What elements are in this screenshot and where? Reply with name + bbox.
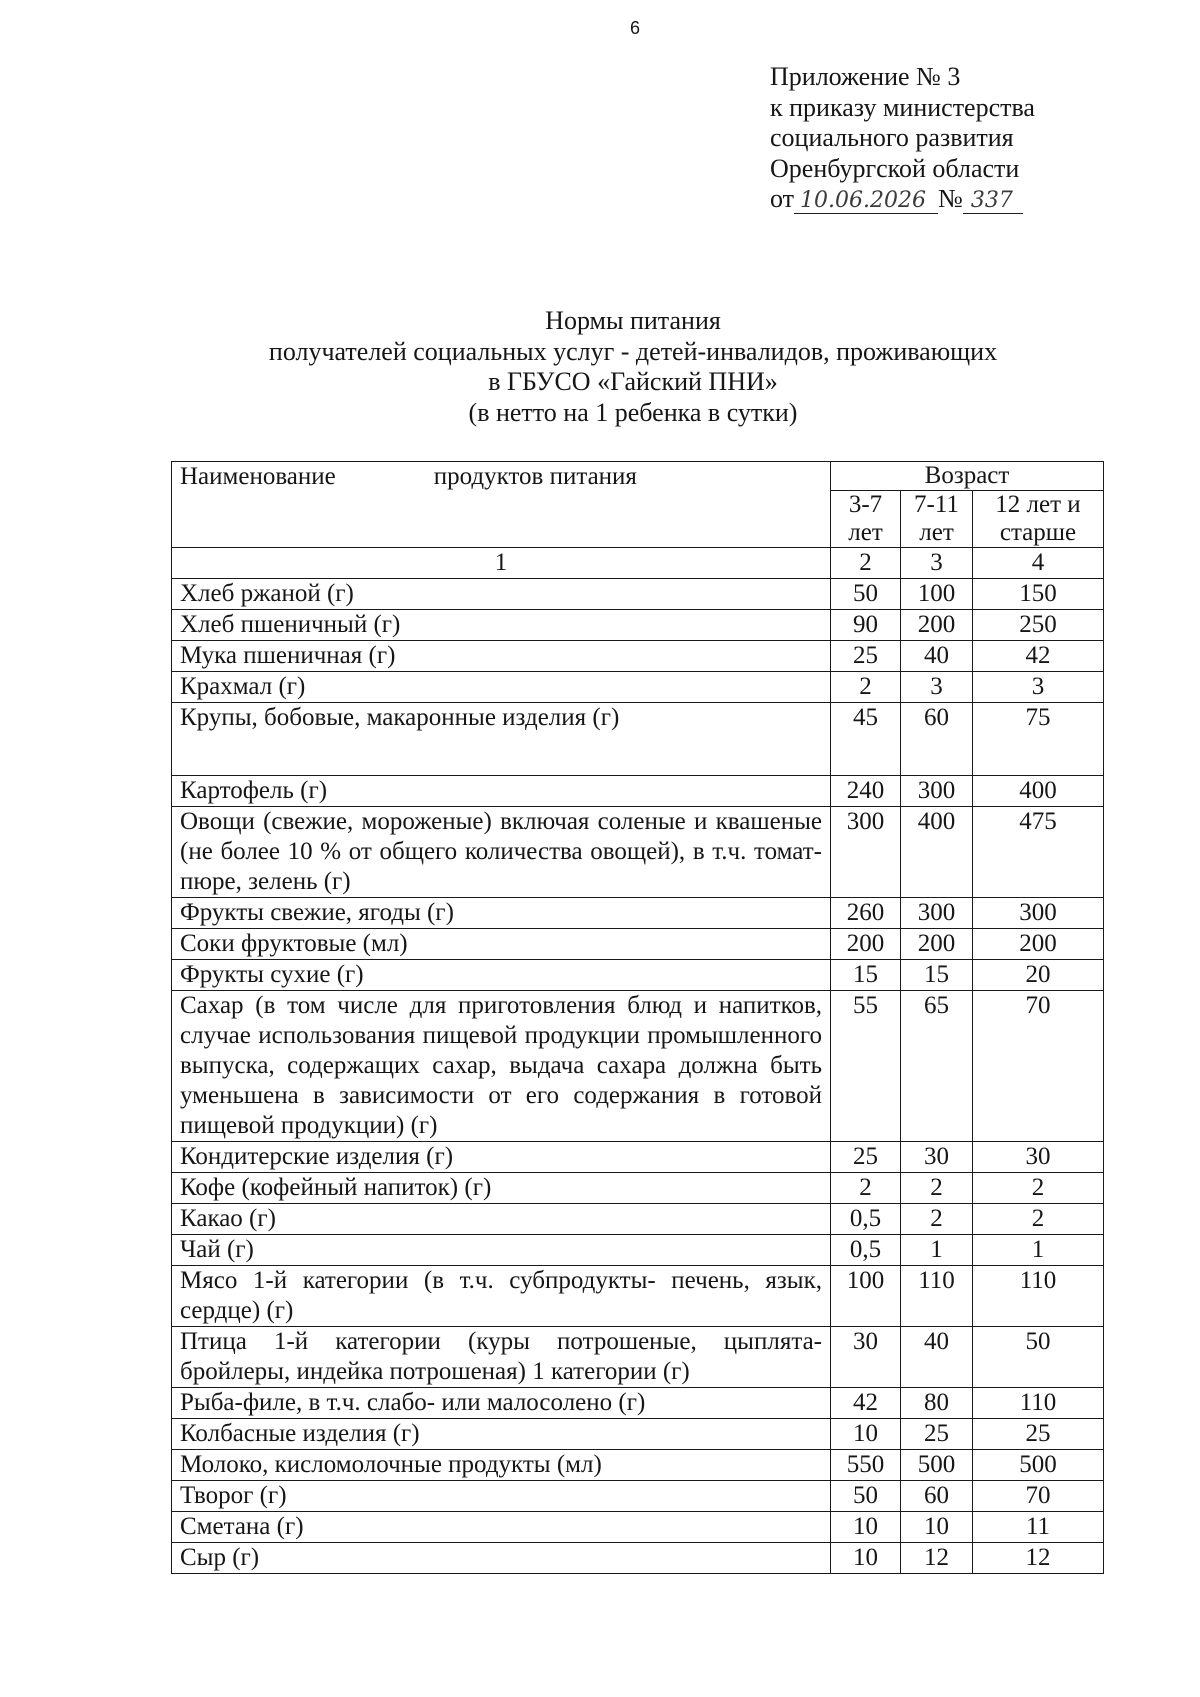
product-name-cell: Птица 1-й категории (куры потрошеные, цыплята-бройлеры, индейка потрошеная) 1 категории (г) xyxy=(172,1327,831,1388)
value-age-3-7: 300 xyxy=(831,807,901,898)
product-name-cell: Мясо 1-й категории (в т.ч. субпродукты- печень, язык, сердце) (г) xyxy=(172,1266,831,1327)
table-row xyxy=(172,1204,1104,1235)
value-age-12-plus: 475 xyxy=(973,807,1104,898)
value-age-12-plus: 50 xyxy=(973,1327,1104,1388)
value-age-12-plus: 1 xyxy=(973,1235,1104,1266)
value-age-3-7: 55 xyxy=(831,991,901,1142)
product-name-cell: Чай (г) xyxy=(172,1235,831,1266)
product-name-cell: Овощи (свежие, мороженые) включая соленые и квашеные (не более 10 % от общего количества овощей), в т.ч. томат-пюре, зелень (г) xyxy=(172,807,831,898)
table-header-row-1 xyxy=(172,462,1104,491)
value-age-3-7: 10 xyxy=(831,1419,901,1450)
value-age-3-7: 42 xyxy=(831,1388,901,1419)
product-name-cell: Какао (г) xyxy=(172,1204,831,1235)
value-age-12-plus: 70 xyxy=(973,991,1104,1142)
column-number-1: 1 xyxy=(172,548,831,579)
value-age-3-7: 15 xyxy=(831,960,901,991)
header-age-3-7: 3-7 лет xyxy=(831,491,901,548)
product-name-cell: Соки фруктовые (мл) xyxy=(172,929,831,960)
value-age-7-11: 1 xyxy=(901,1235,973,1266)
table-row xyxy=(172,1235,1104,1266)
value-age-7-11: 3 xyxy=(901,672,973,703)
value-age-12-plus: 11 xyxy=(973,1512,1104,1543)
product-name-cell: Фрукты свежие, ягоды (г) xyxy=(172,898,831,929)
title-line-1: Нормы питания xyxy=(545,306,721,335)
value-age-7-11: 2 xyxy=(901,1204,973,1235)
date-prefix: от xyxy=(770,184,795,213)
value-age-7-11: 65 xyxy=(901,991,973,1142)
table-row xyxy=(172,1543,1104,1574)
header-age-12-plus: 12 лет и старше xyxy=(973,491,1104,548)
product-name-cell: Крупы, бобовые, макаронные изделия (г) xyxy=(172,703,831,776)
table-row xyxy=(172,1173,1104,1204)
value-age-12-plus: 2 xyxy=(973,1204,1104,1235)
value-age-12-plus: 150 xyxy=(973,579,1104,610)
value-age-7-11: 200 xyxy=(901,929,973,960)
table-row xyxy=(172,929,1104,960)
table-row xyxy=(172,776,1104,807)
appendix-line-2: к приказу министерства xyxy=(770,92,1035,122)
value-age-7-11: 300 xyxy=(901,898,973,929)
title-line-2: получателей социальных услуг - детей-инвалидов, проживающих xyxy=(268,336,998,366)
appendix-line-3: социального развития xyxy=(770,123,1014,152)
value-age-7-11: 2 xyxy=(901,1173,973,1204)
handwritten-date: 10.06.2026 xyxy=(794,189,938,214)
value-age-3-7: 550 xyxy=(831,1450,901,1481)
value-age-3-7: 240 xyxy=(831,776,901,807)
value-age-7-11: 100 xyxy=(901,579,973,610)
product-name-cell: Колбасные изделия (г) xyxy=(172,1419,831,1450)
product-name-cell: Молоко, кисломолочные продукты (мл) xyxy=(172,1450,831,1481)
product-name-cell: Рыба-филе, в т.ч. слабо- или малосолено (г) xyxy=(172,1388,831,1419)
value-age-7-11: 25 xyxy=(901,1419,973,1450)
value-age-7-11: 60 xyxy=(901,1481,973,1512)
header-age-group: Возраст xyxy=(831,462,1104,491)
value-age-3-7: 45 xyxy=(831,703,901,776)
table-row xyxy=(172,1450,1104,1481)
table-row xyxy=(172,610,1104,641)
value-age-12-plus: 3 xyxy=(973,672,1104,703)
value-age-3-7: 10 xyxy=(831,1512,901,1543)
column-number-2: 2 xyxy=(831,548,901,579)
appendix-line-4: Оренбургской области xyxy=(770,153,1020,183)
table-row xyxy=(172,807,1104,898)
value-age-7-11: 500 xyxy=(901,1450,973,1481)
page-number: 6 xyxy=(629,18,640,38)
value-age-3-7: 0,5 xyxy=(831,1235,901,1266)
value-age-7-11: 400 xyxy=(901,807,973,898)
value-age-3-7: 200 xyxy=(831,929,901,960)
product-name-cell: Творог (г) xyxy=(172,1481,831,1512)
value-age-7-11: 10 xyxy=(901,1512,973,1543)
value-age-12-plus: 42 xyxy=(973,641,1104,672)
value-age-7-11: 80 xyxy=(901,1388,973,1419)
value-age-12-plus: 12 xyxy=(973,1543,1104,1574)
number-prefix: № xyxy=(938,184,963,213)
product-name-cell: Сахар (в том числе для приготовления блюд и напитков, случае использования пищевой продукции промышленного выпуска, содержащих сахар, выдача сахара должна быть уменьшена в зависимости от его содержания в готовой пищевой продукции) (г) xyxy=(172,991,831,1142)
value-age-12-plus: 70 xyxy=(973,1481,1104,1512)
appendix-date-line xyxy=(770,184,1035,215)
value-age-3-7: 50 xyxy=(831,579,901,610)
value-age-12-plus: 250 xyxy=(973,610,1104,641)
title-line-3: в ГБУСО «Гайский ПНИ» xyxy=(488,367,778,396)
value-age-7-11: 40 xyxy=(901,641,973,672)
value-age-12-plus: 200 xyxy=(973,929,1104,960)
table-row xyxy=(172,579,1104,610)
value-age-12-plus: 75 xyxy=(973,703,1104,776)
product-name-cell: Мука пшеничная (г) xyxy=(172,641,831,672)
product-name-cell: Кофе (кофейный напиток) (г) xyxy=(172,1173,831,1204)
table-row xyxy=(172,1419,1104,1450)
table-column-numbers-row xyxy=(172,548,1104,579)
value-age-7-11: 200 xyxy=(901,610,973,641)
table-row xyxy=(172,1481,1104,1512)
product-name-cell: Фрукты сухие (г) xyxy=(172,960,831,991)
value-age-3-7: 2 xyxy=(831,1173,901,1204)
value-age-7-11: 40 xyxy=(901,1327,973,1388)
title-line-4: (в нетто на 1 ребенка в сутки) xyxy=(468,397,798,427)
value-age-3-7: 10 xyxy=(831,1543,901,1574)
value-age-3-7: 50 xyxy=(831,1481,901,1512)
value-age-12-plus: 20 xyxy=(973,960,1104,991)
value-age-7-11: 110 xyxy=(901,1266,973,1327)
value-age-3-7: 260 xyxy=(831,898,901,929)
value-age-7-11: 30 xyxy=(901,1142,973,1173)
value-age-12-plus: 400 xyxy=(973,776,1104,807)
header-name-part-2: продуктов питания xyxy=(433,463,637,490)
value-age-12-plus: 2 xyxy=(973,1173,1104,1204)
value-age-3-7: 25 xyxy=(831,641,901,672)
value-age-3-7: 30 xyxy=(831,1327,901,1388)
value-age-12-plus: 25 xyxy=(973,1419,1104,1450)
table-row xyxy=(172,1388,1104,1419)
appendix-block xyxy=(770,62,1035,215)
value-age-12-plus: 110 xyxy=(973,1388,1104,1419)
product-name-cell: Картофель (г) xyxy=(172,776,831,807)
product-name-cell: Крахмал (г) xyxy=(172,672,831,703)
product-name-cell: Сметана (г) xyxy=(172,1512,831,1543)
value-age-3-7: 100 xyxy=(831,1266,901,1327)
header-name-part-1: Наименование xyxy=(180,463,336,490)
nutrition-norms-table xyxy=(171,461,1104,1574)
product-name-cell: Хлеб пшеничный (г) xyxy=(172,610,831,641)
document-title xyxy=(238,306,1028,428)
table-row xyxy=(172,898,1104,929)
value-age-3-7: 2 xyxy=(831,672,901,703)
appendix-line-1: Приложение № 3 xyxy=(770,62,961,91)
handwritten-number: 337 xyxy=(963,189,1023,214)
table-row xyxy=(172,672,1104,703)
table-row xyxy=(172,1142,1104,1173)
column-number-4: 4 xyxy=(973,548,1104,579)
value-age-12-plus: 110 xyxy=(973,1266,1104,1327)
table-row xyxy=(172,1327,1104,1388)
column-number-3: 3 xyxy=(901,548,973,579)
table-row xyxy=(172,991,1104,1142)
table-row xyxy=(172,1266,1104,1327)
header-name-cell xyxy=(172,462,831,548)
table-row xyxy=(172,703,1104,776)
value-age-3-7: 25 xyxy=(831,1142,901,1173)
header-age-7-11: 7-11 лет xyxy=(901,491,973,548)
value-age-12-plus: 300 xyxy=(973,898,1104,929)
value-age-3-7: 0,5 xyxy=(831,1204,901,1235)
value-age-7-11: 300 xyxy=(901,776,973,807)
table-row xyxy=(172,1512,1104,1543)
value-age-7-11: 12 xyxy=(901,1543,973,1574)
table-row xyxy=(172,960,1104,991)
value-age-7-11: 15 xyxy=(901,960,973,991)
value-age-12-plus: 30 xyxy=(973,1142,1104,1173)
product-name-cell: Кондитерские изделия (г) xyxy=(172,1142,831,1173)
value-age-7-11: 60 xyxy=(901,703,973,776)
product-name-cell: Сыр (г) xyxy=(172,1543,831,1574)
value-age-12-plus: 500 xyxy=(973,1450,1104,1481)
product-name-cell: Хлеб ржаной (г) xyxy=(172,579,831,610)
value-age-3-7: 90 xyxy=(831,610,901,641)
table-row xyxy=(172,641,1104,672)
